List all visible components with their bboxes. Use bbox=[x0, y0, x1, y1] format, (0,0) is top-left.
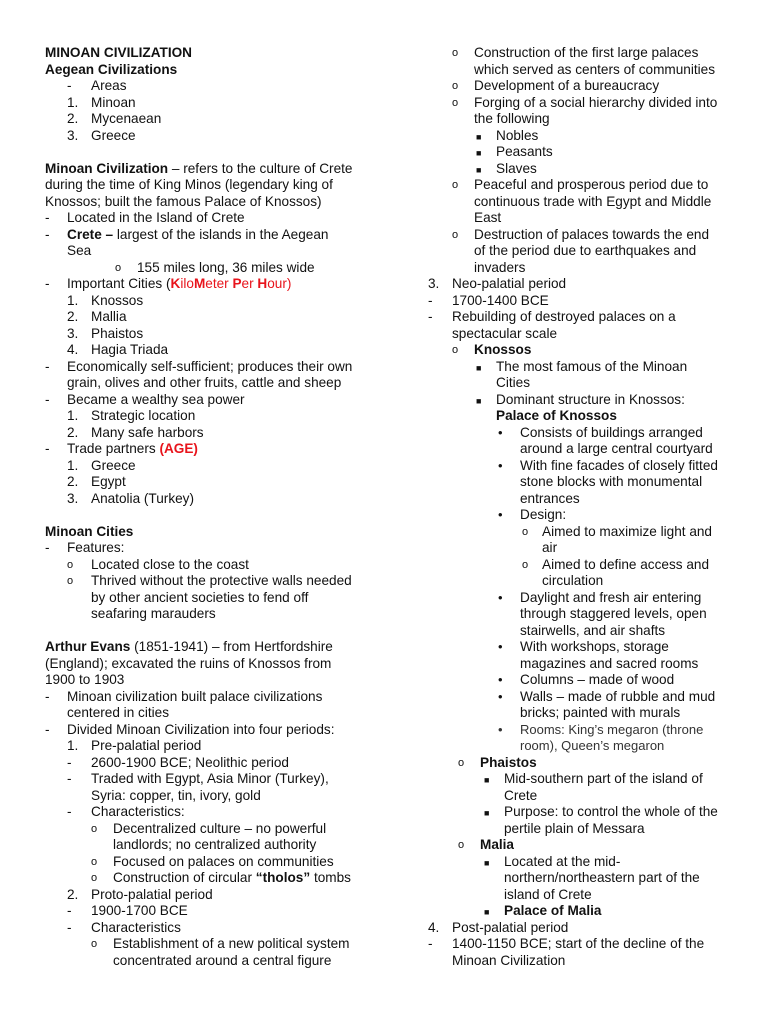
right-column bbox=[428, 45, 738, 969]
list-item: ■ Mid-southern part of the island of bbox=[484, 771, 703, 786]
list-item: - Economically self-sufficient; produces their own bbox=[45, 358, 353, 374]
list-item: o Construction of circular “tholos” tombs bbox=[91, 870, 351, 885]
list-item: - Located in the Island of Crete bbox=[45, 210, 245, 225]
list-item-cont: Minoan Civilization bbox=[452, 952, 566, 968]
list-item-cont: Crete bbox=[504, 787, 538, 803]
list-item: o Thrived without the protective walls needed bbox=[67, 573, 352, 588]
list-item: 2. Mallia bbox=[67, 309, 127, 324]
list-item: - 1400-1150 BCE; start of the decline of the bbox=[428, 936, 705, 951]
list-item: ■ Palace of Malia bbox=[484, 903, 602, 918]
list-item-cont: stairwells, and air shafts bbox=[520, 622, 666, 638]
list-item-cont: island of Crete bbox=[504, 886, 592, 902]
list-item-cont: concentrated around a central figure bbox=[113, 952, 332, 968]
list-item: 4. Post-palatial period bbox=[428, 919, 569, 935]
list-item: 1. Knossos bbox=[67, 292, 144, 308]
list-item: - Rebuilding of destroyed palaces on a bbox=[428, 309, 676, 324]
list-item: - Characteristics bbox=[67, 919, 181, 935]
list-item: o Aimed to define access and bbox=[522, 556, 710, 572]
list-item-cont: Syria: copper, tin, ivory, gold bbox=[91, 787, 261, 803]
list-item: o Malia bbox=[458, 837, 514, 852]
list-item: - Areas bbox=[67, 78, 127, 93]
list-item: 4. Hagia Triada bbox=[67, 342, 169, 357]
evans-paragraph-line: (England); excavated the ruins of Knossos from bbox=[45, 655, 332, 671]
list-item-cont: magazines and sacred rooms bbox=[520, 655, 699, 671]
list-item-cont: centered in cities bbox=[67, 705, 170, 720]
cities-heading: Minoan Cities bbox=[45, 523, 134, 539]
list-item-cont: northern/northeastern part of the bbox=[504, 870, 700, 885]
list-item-cont: invaders bbox=[474, 259, 526, 275]
list-item: 2. Mycenaean bbox=[67, 111, 162, 126]
list-item: - Trade partners (AGE) bbox=[45, 441, 198, 456]
list-item-cont: grain, olives and other fruits, cattle and sheep bbox=[67, 375, 342, 390]
list-item: ■ The most famous of the Minoan bbox=[476, 358, 688, 374]
list-item: 3. Anatolia (Turkey) bbox=[67, 490, 194, 506]
list-item: - 2600-1900 BCE; Neolithic period bbox=[67, 754, 289, 770]
list-item-cont: stone blocks with monumental bbox=[520, 474, 703, 489]
list-item-cont: through staggered levels, open bbox=[520, 606, 707, 621]
list-item: 1. Strategic location bbox=[67, 408, 196, 423]
list-item-cont: which served as centers of communities bbox=[474, 61, 716, 77]
list-item: 1. Pre-palatial period bbox=[67, 738, 202, 753]
minoan-definition-line: during the time of King Minos (legendary king of bbox=[45, 177, 333, 192]
list-item: 1. Greece bbox=[67, 457, 136, 473]
list-item: ■ Purpose: to control the whole of the bbox=[484, 804, 718, 819]
list-item-cont: circulation bbox=[542, 573, 604, 588]
list-item: • With fine facades of closely fitted bbox=[498, 457, 718, 473]
list-item: • Design: bbox=[498, 507, 567, 522]
list-item-cont: around a large central courtyard bbox=[520, 441, 713, 456]
list-item: - Characteristics: bbox=[67, 804, 185, 819]
list-item: o 155 miles long, 36 miles wide bbox=[115, 259, 315, 275]
list-item-cont: room), Queen’s megaron bbox=[520, 738, 665, 753]
list-item: 2. Many safe harbors bbox=[67, 424, 204, 440]
list-item-cont: Cities bbox=[496, 375, 530, 390]
list-item: - Minoan civilization built palace civilizations bbox=[45, 688, 323, 704]
list-item: o Peaceful and prosperous period due to bbox=[452, 177, 709, 192]
aegean-heading: Aegean Civilizations bbox=[45, 61, 178, 77]
list-item: 3. Neo-palatial period bbox=[428, 276, 567, 291]
list-item: - Important Cities (KiloMeter Per Hour) bbox=[45, 276, 292, 291]
list-item: - Became a wealthy sea power bbox=[45, 391, 245, 407]
list-item: o Located close to the coast bbox=[67, 556, 249, 572]
list-item-cont: seafaring marauders bbox=[91, 606, 216, 621]
list-item: • Walls – made of rubble and mud bbox=[498, 688, 716, 704]
list-item-cont: the following bbox=[474, 111, 550, 126]
list-item: 3. Phaistos bbox=[67, 325, 144, 341]
list-item-cont: Sea bbox=[67, 243, 92, 258]
list-item: - 1700-1400 BCE bbox=[428, 292, 549, 308]
list-item: o Establishment of a new political system bbox=[91, 936, 350, 951]
list-item: - Features: bbox=[45, 540, 125, 555]
list-item-cont: air bbox=[542, 540, 558, 555]
list-item-cont: spectacular scale bbox=[452, 325, 558, 341]
list-item: ■ Nobles bbox=[476, 127, 539, 143]
list-item-cont: of the period due to earthquakes and bbox=[474, 243, 697, 258]
list-item: o Development of a bureaucracy bbox=[452, 78, 660, 93]
list-item-cont: bricks; painted with murals bbox=[520, 705, 681, 720]
list-item: • Rooms: King’s megaron (throne bbox=[498, 721, 704, 737]
list-item-cont: by other ancient societies to fend off bbox=[91, 589, 309, 605]
list-item: o Decentralized culture – no powerful bbox=[91, 820, 327, 836]
list-item: - Traded with Egypt, Asia Minor (Turkey), bbox=[67, 771, 329, 786]
minoan-definition: Minoan Civilization – refers to the culture of Crete bbox=[45, 160, 353, 176]
doc-title: MINOAN CIVILIZATION bbox=[45, 45, 193, 60]
list-item: 2. Proto-palatial period bbox=[67, 886, 213, 902]
list-item: - Divided Minoan Civilization into four periods: bbox=[45, 721, 335, 737]
list-item: o Destruction of palaces towards the end bbox=[452, 226, 710, 242]
evans-paragraph-line: 1900 to 1903 bbox=[45, 672, 125, 687]
list-item: 3. Greece bbox=[67, 127, 136, 143]
list-item: o Forging of a social hierarchy divided into bbox=[452, 94, 718, 110]
list-item: ■ Located at the mid- bbox=[484, 853, 621, 869]
list-item: • Daylight and fresh air entering bbox=[498, 589, 702, 605]
list-item: o Aimed to maximize light and bbox=[522, 523, 712, 539]
list-item: o Knossos bbox=[452, 342, 532, 357]
evans-paragraph: Arthur Evans (1851-1941) – from Hertfordshire bbox=[45, 639, 333, 654]
list-item: o Construction of the first large palaces bbox=[452, 45, 699, 60]
list-item: o Phaistos bbox=[458, 754, 537, 770]
list-item-cont: entrances bbox=[520, 490, 580, 506]
list-item-cont: continuous trade with Egypt and Middle bbox=[474, 193, 712, 209]
list-item: • Consists of buildings arranged bbox=[498, 424, 703, 440]
list-item: ■ Peasants bbox=[476, 144, 553, 159]
list-item-cont: pertile plain of Messara bbox=[504, 820, 645, 836]
list-item: 1. Minoan bbox=[67, 94, 136, 110]
minoan-definition-line: Knossos; built the famous Palace of Knossos) bbox=[45, 193, 322, 209]
list-item: - 1900-1700 BCE bbox=[67, 903, 188, 918]
list-item: • With workshops, storage bbox=[498, 639, 669, 654]
list-item-cont: Palace of Knossos bbox=[496, 408, 617, 423]
list-item: o Focused on palaces on communities bbox=[91, 853, 334, 869]
list-item: 2. Egypt bbox=[67, 474, 126, 489]
left-column bbox=[45, 45, 375, 969]
list-item: ■ Slaves bbox=[476, 160, 537, 176]
list-item: • Columns – made of wood bbox=[498, 672, 675, 687]
list-item-cont: East bbox=[474, 210, 502, 225]
list-item: - Crete – largest of the islands in the Aegean bbox=[45, 226, 329, 242]
list-item: ■ Dominant structure in Knossos: bbox=[476, 391, 685, 407]
list-item-cont: landlords; no centralized authority bbox=[113, 837, 317, 852]
